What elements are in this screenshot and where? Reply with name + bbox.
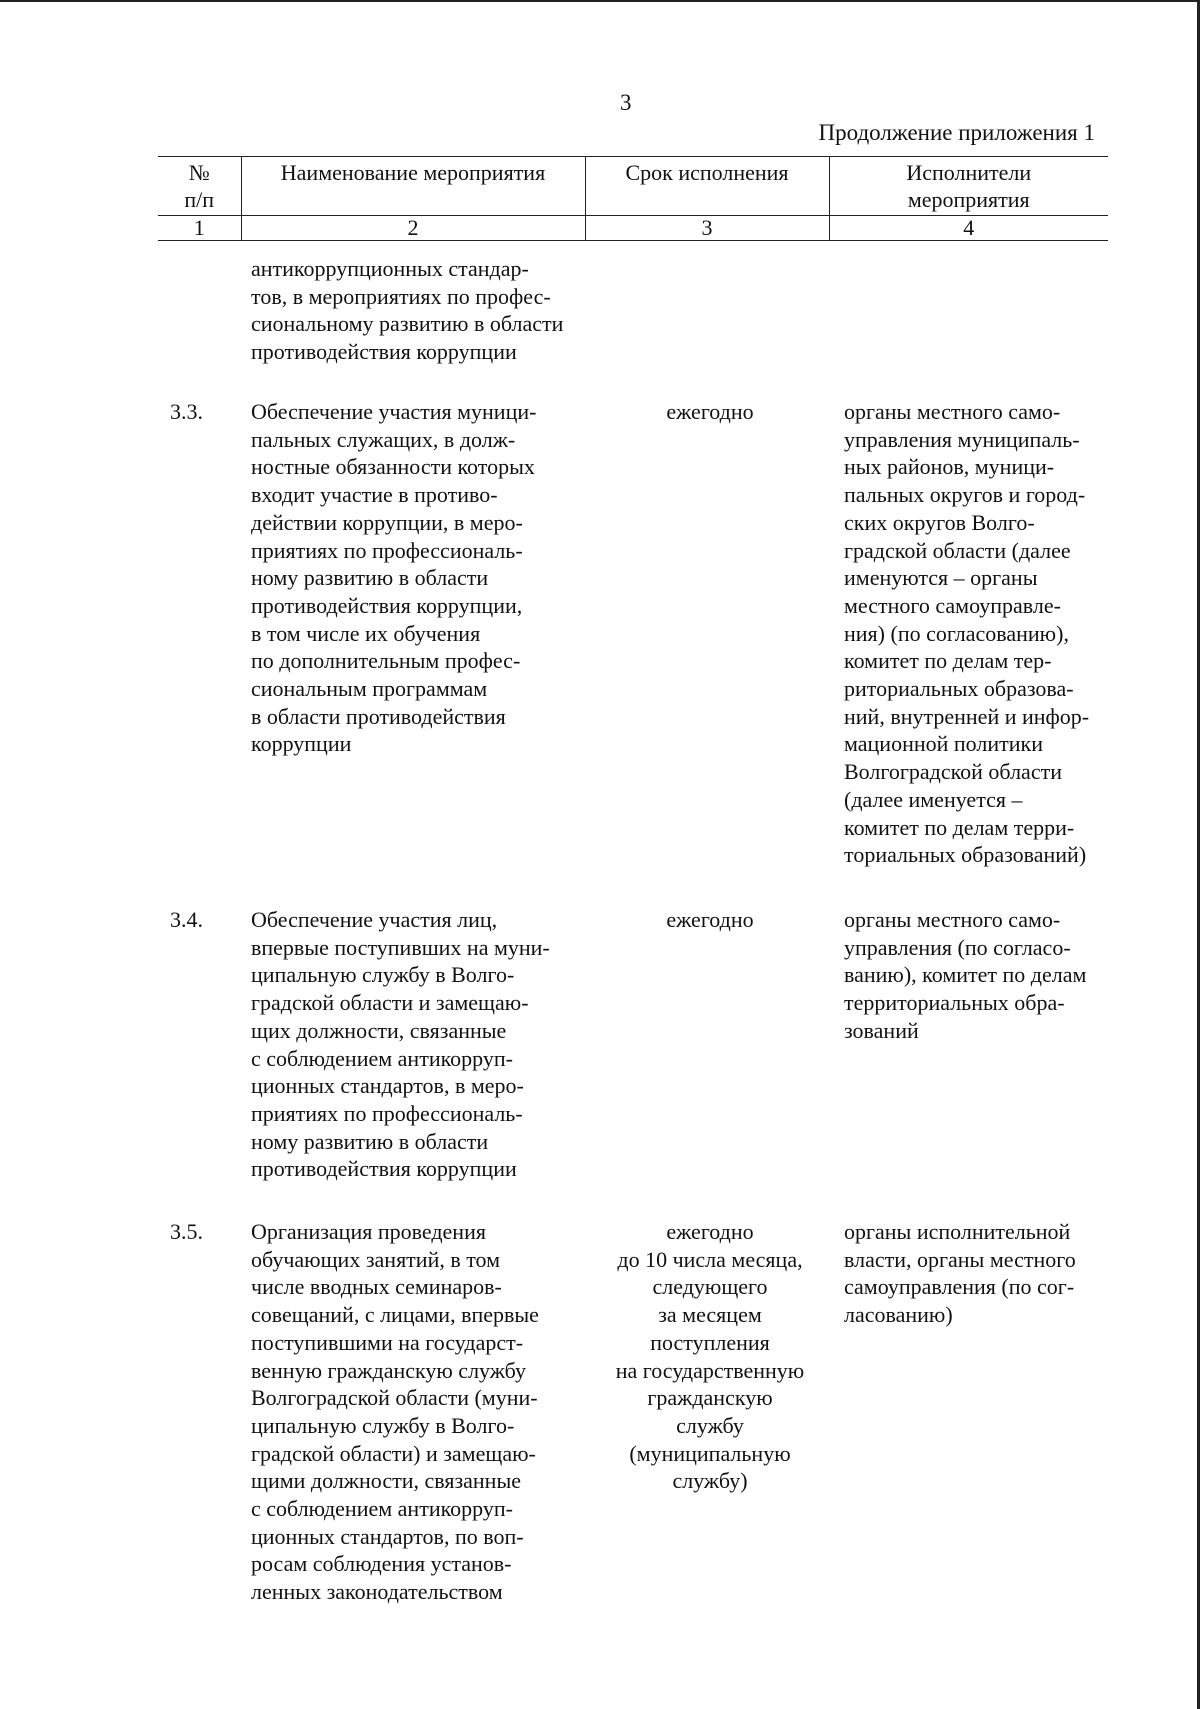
text-line: зований (844, 1017, 919, 1043)
text-line: за месяцем (658, 1302, 762, 1328)
text-line: ному развитию в области (251, 565, 489, 591)
text-line: органы местного само- (844, 399, 1061, 424)
column-number-1: 1 (158, 216, 241, 241)
text-line: власти, органы местного (844, 1246, 1076, 1272)
text-line: ванию), комитет по делам (844, 962, 1087, 988)
text-line: ежегодно (666, 399, 754, 424)
row-term-text (590, 398, 830, 426)
text-line: приятиях по профессиональ- (251, 537, 523, 563)
text-line: поступившими на государст- (251, 1329, 524, 1355)
text-line: мационной политики (844, 731, 1043, 757)
text-line: комитет по делам терри- (844, 814, 1075, 840)
text-line: впервые поступивших на муни- (251, 934, 550, 960)
text-line: противодействия коррупции (251, 1156, 517, 1182)
text-line: ципальную службу в Волго- (251, 1412, 515, 1438)
text-line: управления (по согласо- (844, 934, 1071, 960)
column-number-4: 4 (829, 216, 1108, 241)
text-line: противодействия коррупции (251, 339, 517, 365)
row-executors-text (844, 398, 1100, 869)
row-name-text (251, 1218, 578, 1606)
text-line: службу) (672, 1468, 748, 1494)
text-line: совещаний, с лицами, впервые (251, 1302, 539, 1328)
text-line: росам соблюдения установ- (251, 1551, 512, 1577)
text-line: местного самоуправле- (844, 592, 1061, 618)
text-line: ний, внутренней и инфор- (844, 703, 1090, 729)
header-name: Наименование мероприятия (241, 157, 585, 216)
text-line: следующего (652, 1274, 768, 1300)
text-line: ционных стандартов, по воп- (251, 1523, 524, 1549)
row-number: 3.5. (170, 1219, 203, 1244)
text-line: Организация проведения (251, 1219, 486, 1244)
text-line: ностные обязанности которых (251, 454, 535, 480)
text-line: самоуправления (по сог- (844, 1274, 1075, 1300)
row-name-text (251, 906, 578, 1183)
row-executors-text (844, 906, 1100, 1045)
text-line: ежегодно (666, 1219, 754, 1244)
header-term: Срок исполнения (585, 157, 829, 216)
text-line: щих должности, связанные (251, 1017, 507, 1043)
text-line: ских округов Волго- (844, 509, 1035, 535)
row-name-text (251, 398, 578, 758)
text-line: на государственную (615, 1357, 805, 1383)
header-number: № п/п (158, 157, 241, 216)
text-line: числе вводных семинаров- (251, 1274, 502, 1300)
text-line: действии коррупции, в меро- (251, 509, 523, 535)
text-line: органы местного само- (844, 907, 1061, 932)
text-line: поступления (650, 1329, 770, 1355)
text-line: ному развитию в области (251, 1128, 489, 1154)
text-line: риториальных образова- (844, 676, 1074, 702)
text-line: обучающих занятий, в том (251, 1246, 501, 1272)
text-line: ленных законодательством (251, 1579, 503, 1605)
column-number-3: 3 (585, 216, 829, 241)
text-line: тов, в мероприятиях по профес- (251, 283, 551, 309)
text-line: противодействия коррупции, (251, 592, 523, 618)
row-executors-text (844, 1218, 1100, 1329)
scan-frame-top (0, 0, 1200, 2)
text-line: именуются – органы (844, 565, 1038, 591)
text-line: пальных служащих, в долж- (251, 426, 516, 452)
text-line: антикоррупционных стандар- (251, 256, 529, 281)
text-line: градской области (далее (844, 537, 1071, 563)
text-line: гражданскую (647, 1385, 773, 1411)
text-line: входит участие в противо- (251, 482, 498, 508)
text-line: сиональным программам (251, 676, 488, 702)
text-line: венную гражданскую службу (251, 1357, 527, 1383)
text-line: (муниципальную (629, 1440, 791, 1466)
row-number: 3.3. (170, 399, 203, 424)
text-line: градской области) и замещаю- (251, 1440, 536, 1466)
text-line: ных районов, муници- (844, 454, 1055, 480)
header-executors: Исполнители мероприятия (829, 157, 1108, 216)
text-line: градской области и замещаю- (251, 990, 529, 1016)
text-line: в том числе их обучения (251, 620, 481, 646)
text-line: ционных стандартов, в меро- (251, 1073, 524, 1099)
text-line: Обеспечение участия муници- (251, 399, 537, 424)
text-line: органы исполнительной (844, 1219, 1071, 1244)
text-line: по дополнительным профес- (251, 648, 521, 674)
text-line: пальных округов и город- (844, 482, 1086, 508)
text-line: приятиях по профессиональ- (251, 1100, 523, 1126)
text-line: ния) (по согласованию), (844, 620, 1069, 646)
column-number-2: 2 (241, 216, 585, 241)
page-number: 3 (620, 90, 632, 115)
text-line: ежегодно (666, 907, 754, 932)
text-line: коррупции (251, 731, 352, 757)
row-number: 3.4. (170, 907, 203, 932)
text-line: ториальных образований) (844, 842, 1087, 868)
text-line: ласованию) (844, 1302, 953, 1328)
text-line: (далее именуется – (844, 786, 1023, 812)
text-line: комитет по делам тер- (844, 648, 1052, 674)
text-line: в области противодействия (251, 703, 506, 729)
text-line: сиональному развитию в области (251, 311, 564, 337)
text-line: до 10 числа месяца, (617, 1246, 803, 1272)
table-header (158, 156, 1108, 241)
text-line: с соблюдением антикорруп- (251, 1496, 513, 1522)
text-line: ципальную службу в Волго- (251, 962, 515, 988)
text-line: Волгоградской области (844, 759, 1062, 785)
text-line: Обеспечение участия лиц, (251, 907, 498, 932)
text-line: управления муниципаль- (844, 426, 1080, 452)
text-line: территориальных обра- (844, 990, 1065, 1016)
text-line: щими должности, связанные (251, 1468, 521, 1494)
text-line: с соблюдением антикорруп- (251, 1045, 513, 1071)
text-line: Волгоградской области (муни- (251, 1385, 538, 1411)
row-term-text (590, 906, 830, 934)
text-line: службу (676, 1412, 744, 1438)
annex-label: Продолжение приложения 1 (818, 120, 1095, 145)
row-term-text (590, 1218, 830, 1495)
continuation-name-text (251, 255, 578, 366)
